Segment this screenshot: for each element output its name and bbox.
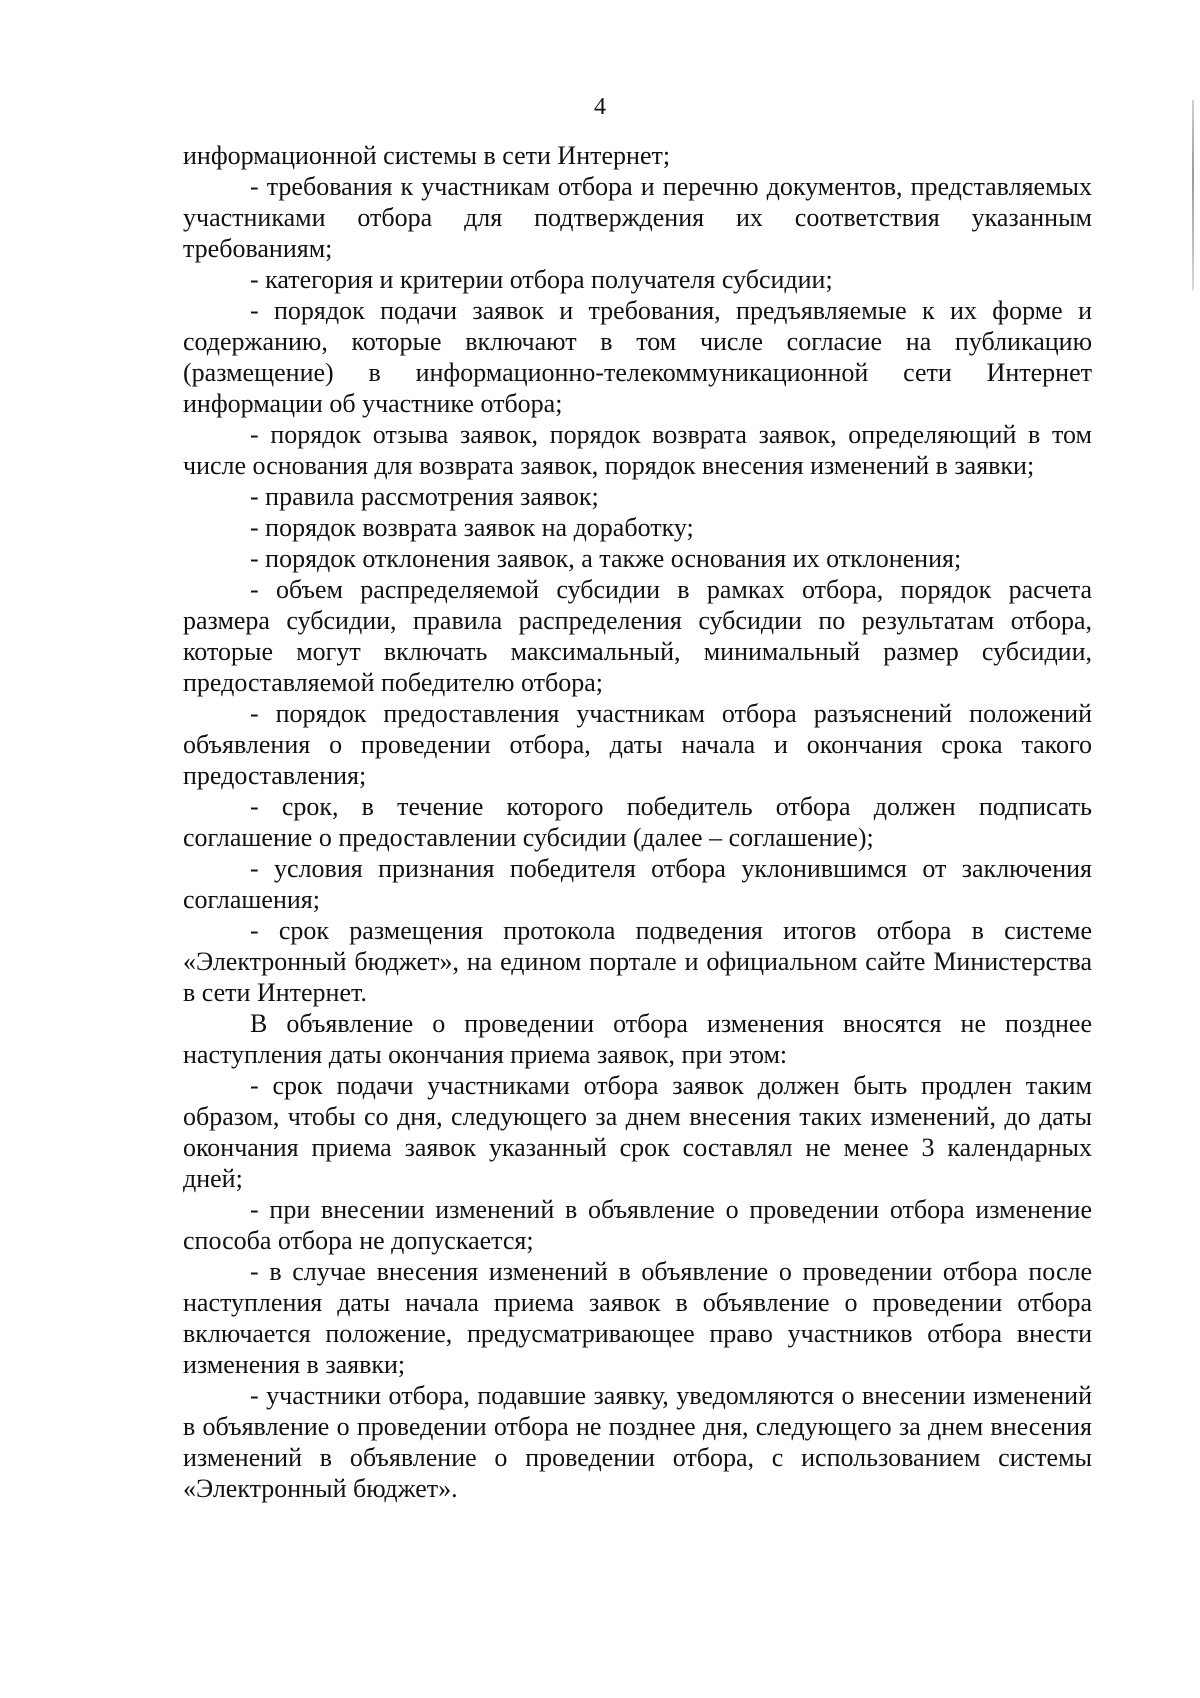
scan-edge-mark bbox=[1192, 100, 1194, 290]
paragraph-application-procedure: - порядок подачи заявок и требования, предъявляемые к их форме и содержанию, которые включают в том числе согласие на публикацию (размещение) в информационно-телекоммуникационной сети Интернет информации об участнике отбора; bbox=[183, 296, 1092, 418]
document-body bbox=[183, 140, 1092, 1504]
paragraph-continuation: информационной системы в сети Интернет; bbox=[183, 141, 671, 170]
paragraph-withdrawal-procedure: - порядок отзыва заявок, порядок возврата заявок, определяющий в том числе основания для возврата заявок, порядок внесения изменений в заявки; bbox=[183, 420, 1092, 480]
page-number: 4 bbox=[594, 94, 606, 120]
paragraph-clarifications: - порядок предоставления участникам отбора разъяснений положений объявления о проведении отбора, даты начала и окончания срока такого предоставления; bbox=[183, 699, 1092, 790]
paragraph-method-change: - при внесении изменений в объявление о проведении отбора изменение способа отбора не допускается; bbox=[183, 1195, 1092, 1255]
paragraph-protocol-publication: - срок размещения протокола подведения итогов отбора в системе «Электронный бюджет», на едином портале и официальном сайте Министерства в сети Интернет. bbox=[183, 916, 1092, 1007]
paragraph-announcement-changes: В объявление о проведении отбора изменения вносятся не позднее наступления даты окончания приема заявок, при этом: bbox=[183, 1009, 1092, 1069]
paragraph-category-criteria: - категория и критерии отбора получателя субсидии; bbox=[250, 265, 833, 294]
paragraph-signing-deadline: - срок, в течение которого победитель отбора должен подписать соглашение о предоставлении субсидии (далее – соглашение); bbox=[183, 792, 1092, 852]
paragraph-subsidy-volume: - объем распределяемой субсидии в рамках отбора, порядок расчета размера субсидии, правила распределения субсидии по результатам отбора, которые могут включать максимальный, минимальный размер субсидии, предоставляемой победителю отбора; bbox=[183, 575, 1092, 697]
paragraph-changes-after-start: - в случае внесения изменений в объявление о проведении отбора после наступления даты начала приема заявок в объявление о проведении отбора включается положение, предусматривающее право участников отбора внести изменения в заявки; bbox=[183, 1257, 1092, 1379]
paragraph-return-for-revision: - порядок возврата заявок на доработку; bbox=[250, 513, 694, 542]
paragraph-participant-notification: - участники отбора, подавшие заявку, уведомляются о внесении изменений в объявление о проведении отбора не позднее дня, следующего за днем внесения изменений в объявление о проведении отбора, с использованием системы «Электронный бюджет». bbox=[183, 1381, 1092, 1503]
paragraph-participant-requirements: - требования к участникам отбора и перечню документов, представляемых участниками отбора для подтверждения их соответствия указанным требованиям; bbox=[183, 172, 1092, 263]
paragraph-evasion-conditions: - условия признания победителя отбора уклонившимся от заключения соглашения; bbox=[183, 854, 1092, 914]
paragraph-review-rules: - правила рассмотрения заявок; bbox=[250, 482, 599, 511]
paragraph-deadline-extension: - срок подачи участниками отбора заявок должен быть продлен таким образом, чтобы со дня, следующего за днем внесения таких изменений, до даты окончания приема заявок указанный срок составлял не менее 3 календарных дней; bbox=[183, 1071, 1092, 1193]
paragraph-rejection-procedure: - порядок отклонения заявок, а также основания их отклонения; bbox=[250, 544, 962, 573]
